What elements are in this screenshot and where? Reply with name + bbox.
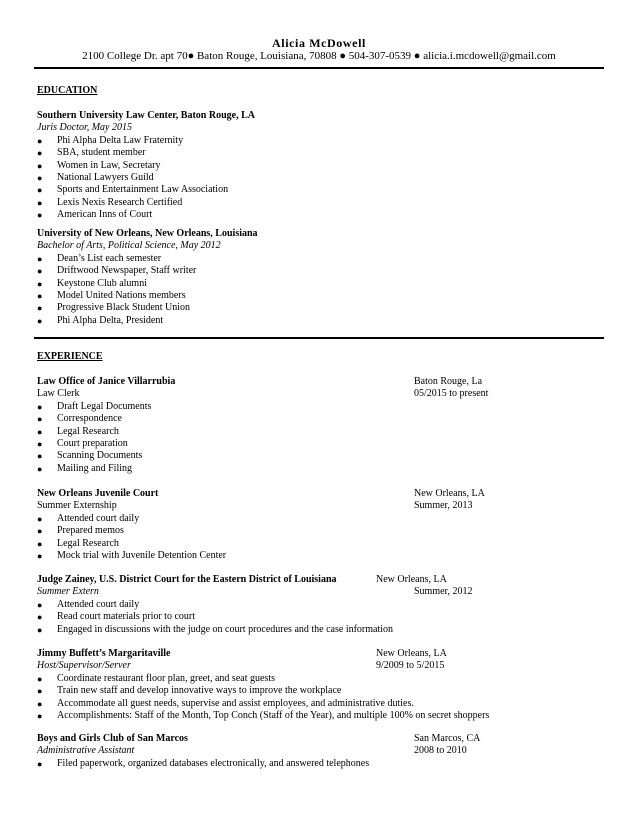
list-item: ● Legal Research [37, 425, 119, 437]
experience-entry [37, 574, 607, 636]
list-item: ● Filed paperwork, organized databases electronically, and answered telephones [37, 757, 370, 769]
list-item: ● Train new staff and develop innovative ways to improve the workplace [37, 685, 342, 697]
bullet-icon: ● [37, 148, 43, 159]
duties-list [37, 758, 607, 770]
job-dates: 05/2015 to present [414, 388, 489, 400]
list-item: ● Sports and Entertainment Law Association [37, 184, 229, 196]
employer-name: Boys and Girls Club of San Marcos [37, 733, 188, 744]
list-item: ● Model United Nations members [37, 289, 186, 301]
bullet-icon: ● [37, 710, 43, 721]
experience-entry [37, 488, 607, 562]
job-dates: 2008 to 2010 [414, 745, 467, 757]
list-item: ● Coordinate restaurant floor plan, greet, and seat guests [37, 672, 275, 684]
list-item: ● Attended court daily [37, 512, 140, 524]
bullet-icon: ● [37, 290, 43, 301]
bullet-icon: ● [37, 438, 43, 449]
list-item: ● Accomplishments: Staff of the Month, Top Conch (Staff of the Year), and multiple 100% on secret shoppers [37, 709, 490, 721]
contact-line: 2100 College Dr. apt 70● Baton Rouge, Louisiana, 70808 ● 504-307-0539 ● alicia.i.mcdowell@gmail.com [82, 50, 556, 62]
bullet-icon: ● [37, 599, 43, 610]
school-name: University of New Orleans, New Orleans, Louisiana [37, 228, 258, 239]
bullet-icon: ● [37, 266, 43, 277]
list-item: ● Dean’s List each semester [37, 252, 162, 264]
bullet-icon: ● [37, 315, 43, 326]
list-item: ● Mailing and Filing [37, 462, 132, 474]
bullet-icon: ● [37, 160, 43, 171]
job-location: New Orleans, LA [376, 574, 447, 585]
list-item: ● American Inns of Court [37, 209, 153, 221]
list-item: ● Women in Law, Secretary [37, 159, 161, 171]
bullet-icon: ● [37, 303, 43, 314]
bullet-icon: ● [37, 673, 43, 684]
list-item: ● Legal Research [37, 537, 119, 549]
bullet-icon: ● [37, 135, 43, 146]
list-item: ● Scanning Documents [37, 450, 143, 462]
bullet-icon: ● [37, 451, 43, 462]
job-role: Administrative Assistant [37, 745, 135, 757]
bullet-icon: ● [37, 758, 43, 769]
bullet-icon: ● [37, 624, 43, 635]
job-location: Baton Rouge, La [414, 376, 483, 387]
list-item: ● SBA, student member [37, 147, 146, 159]
duties-list [37, 513, 607, 563]
list-item: ● Read court materials prior to court [37, 611, 196, 623]
header-rule [34, 67, 604, 69]
bullet-icon: ● [37, 698, 43, 709]
job-role: Summer Extern [37, 586, 99, 598]
list-item: ● Prepared memos [37, 525, 124, 537]
job-dates: Summer, 2012 [414, 586, 473, 598]
bullet-icon: ● [37, 278, 43, 289]
candidate-name: Alicia McDowell [272, 36, 366, 50]
list-item: ● Phi Alpha Delta, President [37, 314, 164, 326]
bullet-icon: ● [37, 185, 43, 196]
list-item: ● Phi Alpha Delta Law Fraternity [37, 134, 184, 146]
job-location: New Orleans, LA [376, 648, 447, 659]
education-entry [37, 110, 607, 222]
list-item: ● Mock trial with Juvenile Detention Center [37, 549, 227, 561]
list-item: ● Draft Legal Documents [37, 400, 152, 412]
experience-entry [37, 733, 607, 770]
list-item: ● Engaged in discussions with the judge on court procedures and the case information [37, 623, 394, 635]
list-item: ● Attended court daily [37, 598, 140, 610]
bullet-icon: ● [37, 513, 43, 524]
list-item: ● Keystone Club alumni [37, 277, 147, 289]
section-rule [34, 337, 604, 339]
bullet-icon: ● [37, 172, 43, 183]
bullet-icon: ● [37, 253, 43, 264]
job-location: San Marcos, CA [414, 733, 481, 744]
employer-name: Jimmy Buffett’s Margaritaville [37, 648, 171, 659]
education-entry [37, 228, 607, 327]
duties-list [37, 599, 607, 636]
duties-list [37, 673, 607, 723]
degree: Bachelor of Arts, Political Science, May 2012 [37, 240, 221, 252]
list-item: ● Driftwood Newspaper, Staff writer [37, 265, 197, 277]
employer-name: New Orleans Juvenile Court [37, 488, 159, 499]
job-dates: Summer, 2013 [414, 500, 473, 512]
degree: Juris Doctor, May 2015 [37, 122, 132, 134]
bullet-icon: ● [37, 526, 43, 537]
education-list [37, 135, 607, 222]
education-heading: EDUCATION [37, 85, 98, 96]
job-dates: 9/2009 to 5/2015 [376, 660, 445, 672]
job-location: New Orleans, LA [414, 488, 485, 499]
job-role: Host/Supervisor/Server [37, 660, 131, 672]
bullet-icon: ● [37, 426, 43, 437]
bullet-icon: ● [37, 550, 43, 561]
list-item: ● Correspondence [37, 413, 122, 425]
list-item: ● Lexis Nexis Research Certified [37, 196, 183, 208]
bullet-icon: ● [37, 210, 43, 221]
bullet-icon: ● [37, 686, 43, 697]
education-list [37, 253, 607, 327]
experience-heading: EXPERIENCE [37, 351, 103, 362]
bullet-icon: ● [37, 612, 43, 623]
bullet-icon: ● [37, 414, 43, 425]
bullet-icon: ● [37, 538, 43, 549]
list-item: ● Court preparation [37, 437, 128, 449]
experience-entry [37, 648, 607, 722]
employer-name: Judge Zainey, U.S. District Court for the Eastern District of Louisiana [37, 574, 337, 585]
employer-name: Law Office of Janice Villarrubia [37, 376, 176, 387]
list-item: ● Accommodate all guest needs, supervise and assist employees, and administrative duties. [37, 697, 414, 709]
bullet-icon: ● [37, 197, 43, 208]
list-item: ● Progressive Black Student Union [37, 302, 191, 314]
job-role: Summer Externship [37, 500, 117, 512]
bullet-icon: ● [37, 401, 43, 412]
duties-list [37, 401, 607, 475]
bullet-icon: ● [37, 463, 43, 474]
list-item: ● National Lawyers Guild [37, 171, 154, 183]
school-name: Southern University Law Center, Baton Rouge, LA [37, 110, 255, 121]
experience-entry [37, 376, 607, 475]
job-role: Law Clerk [37, 388, 80, 400]
